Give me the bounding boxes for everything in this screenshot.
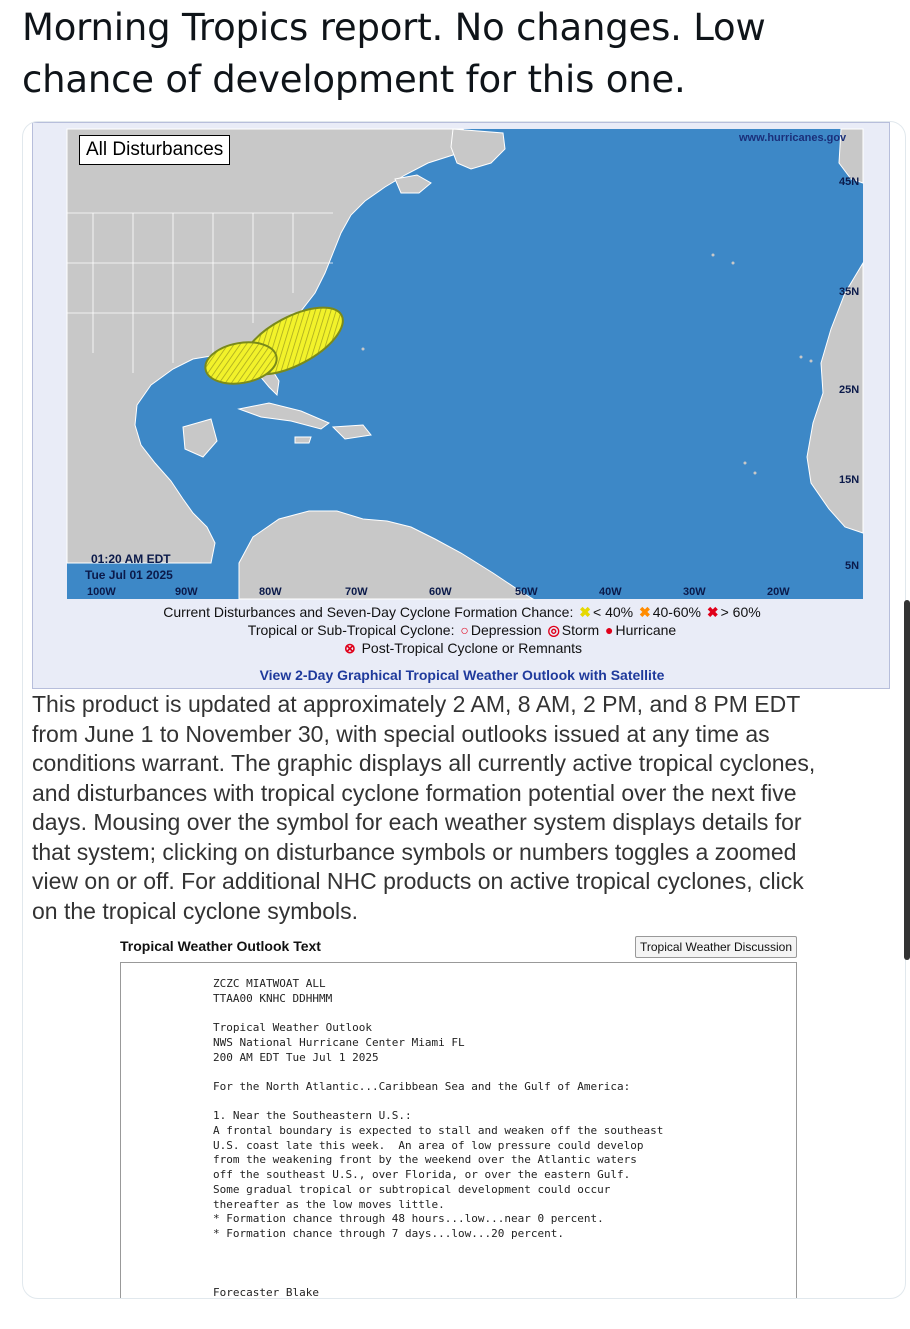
all-disturbances-label: All Disturbances <box>79 135 230 165</box>
legend-cyclone-label: Tropical or Sub-Tropical Cyclone: <box>247 622 455 638</box>
legend-storm: Storm <box>561 622 600 638</box>
lat-label-25n: 25N <box>839 384 860 396</box>
description-line: from June 1 to November 30, with special outlooks issued at any time as <box>32 720 770 747</box>
description-line: conditions warrant. The graphic displays all currently active tropical cyclones, <box>32 750 816 776</box>
outlook-text-box[interactable] <box>120 962 797 1299</box>
outlook-text-title: Tropical Weather Outlook Text <box>120 938 321 954</box>
tweet-text-line-2: chance of development for this one. <box>22 58 686 101</box>
lon-label-40w: 40W <box>599 586 622 598</box>
tropical-weather-discussion-button[interactable]: Tropical Weather Discussion <box>635 936 797 958</box>
map-legend <box>33 603 891 657</box>
scrollbar-thumb[interactable] <box>904 600 910 960</box>
media-card[interactable] <box>22 121 906 1299</box>
x-mid-icon: ✖ <box>638 604 651 620</box>
storm-icon: ◎ <box>547 622 560 638</box>
depression-icon: ○ <box>460 622 469 638</box>
lon-label-60w: 60W <box>429 586 452 598</box>
legend-depression: Depression <box>470 622 542 638</box>
lon-label-90w: 90W <box>175 586 198 598</box>
tweet-text-line-1: Morning Tropics report. No changes. Low <box>22 6 766 49</box>
legend-hurricane: Hurricane <box>615 622 677 638</box>
lat-label-35n: 35N <box>839 286 860 298</box>
lon-label-70w: 70W <box>345 586 368 598</box>
outlook-map[interactable] <box>33 123 891 603</box>
site-label: www.hurricanes.gov <box>739 132 847 144</box>
post-tropical-icon: ⊗ <box>343 640 356 656</box>
legend-formation-label: Current Disturbances and Seven-Day Cyclone Formation Chance: <box>163 604 574 620</box>
hurricane-icon: ● <box>605 622 614 638</box>
jamaica-land <box>295 437 311 443</box>
description-line: days. Mousing over the symbol for each weather system displays details for <box>32 809 802 835</box>
lat-label-5n: 5N <box>845 560 860 572</box>
legend-high: > 60% <box>720 604 761 620</box>
description-line: view on or off. For additional NHC products on active tropical cyclones, click <box>32 868 804 894</box>
x-high-icon: ✖ <box>706 604 719 620</box>
description-line: on the tropical cyclone symbols. <box>32 897 358 924</box>
legend-low: < 40% <box>593 604 634 620</box>
lon-label-20w: 20W <box>767 586 790 598</box>
outlook-text-body: ZCZC MIATWOAT ALL TTAA00 KNHC DDHHMM Tropical Weather Outlook NWS National Hurricane Center Miami FL 200 AM EDT Tue Jul 1 2025 For the North Atlantic...Caribbean Sea and the Gulf of America: 1. Near the Southeastern U.S.: A frontal boundary is expected to stall and weaken off the southeast U.S. coast late this week. An area of low pressure could develop from the weakening front by the weekend over the Atlantic waters off the southeast U.S., over Florida, or over the eastern Gulf. Some gradual tropical or subtropical development could occur thereafter as the low moves little. * Formation chance through 48 hours...low...near 0 percent. * Formation chance through 7 days...low...20 percent. Forecaster Blake <box>213 977 664 1299</box>
legend-cyclone-row <box>33 621 891 639</box>
lon-label-80w: 80W <box>259 586 282 598</box>
lon-label-50w: 50W <box>515 586 538 598</box>
legend-post-tropical: Post-Tropical Cyclone or Remnants <box>361 640 583 656</box>
legend-formation-row <box>33 603 891 621</box>
lat-label-45n: 45N <box>839 176 860 188</box>
description-line: that system; clicking on disturbance symbols or numbers toggles a zoomed <box>32 838 797 865</box>
legend-mid: 40-60% <box>652 604 701 620</box>
lon-label-100w: 100W <box>87 586 116 598</box>
tweet-text <box>22 2 892 106</box>
view-2day-outlook-link[interactable]: View 2-Day Graphical Tropical Weather Outlook with Satellite <box>259 667 665 683</box>
product-description <box>32 690 902 926</box>
map-date: Tue Jul 01 2025 <box>85 568 173 582</box>
x-low-icon: ✖ <box>579 604 591 620</box>
outlook-map-panel <box>32 122 890 689</box>
legend-post-tropical-row <box>33 639 891 657</box>
description-line: This product is updated at approximately 2 AM, 8 AM, 2 PM, and 8 PM EDT <box>32 691 801 717</box>
lat-label-15n: 15N <box>839 474 860 486</box>
map-time: 01:20 AM EDT <box>91 552 171 566</box>
description-line: and disturbances with tropical cyclone formation potential over the next five <box>32 779 797 806</box>
lon-label-30w: 30W <box>683 586 706 598</box>
